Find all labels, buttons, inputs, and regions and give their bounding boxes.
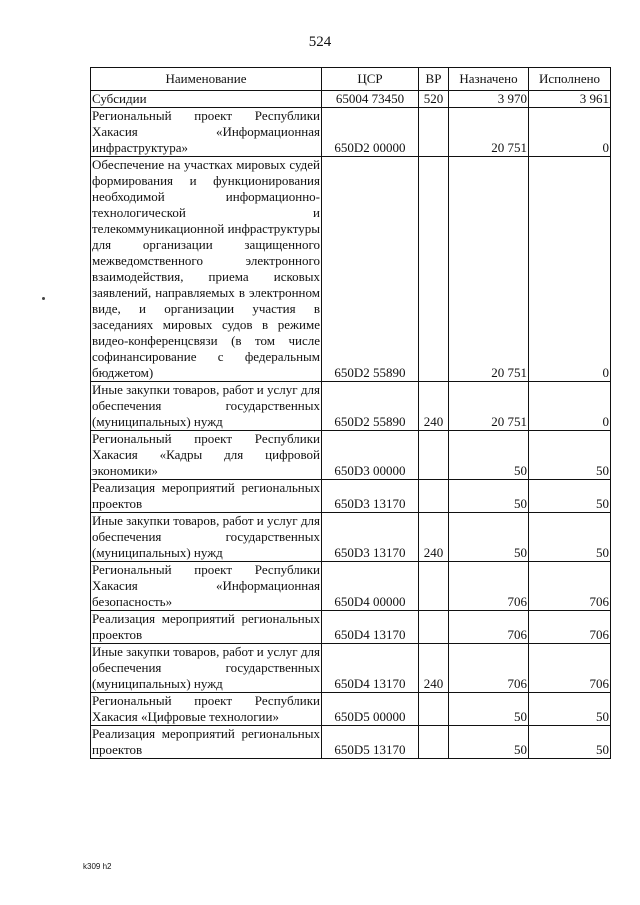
row-csr: 650D2 55890 — [322, 157, 419, 382]
row-csr: 65004 73450 — [322, 91, 419, 108]
row-vr — [419, 480, 449, 513]
row-assigned: 50 — [449, 693, 529, 726]
table-row — [91, 726, 611, 759]
table-row — [91, 91, 611, 108]
row-assigned: 20 751 — [449, 157, 529, 382]
row-executed: 3 961 — [529, 91, 611, 108]
row-executed: 706 — [529, 644, 611, 693]
row-name: Иные закупки товаров, работ и услуг для обеспечения государственных (муниципальных) нужд — [92, 382, 320, 429]
row-vr — [419, 726, 449, 759]
row-vr — [419, 611, 449, 644]
row-name: Субсидии — [91, 91, 322, 108]
table-row — [91, 611, 611, 644]
table-row — [91, 431, 611, 480]
row-assigned: 20 751 — [449, 382, 529, 431]
header-name: Наименование — [91, 68, 322, 91]
row-executed: 50 — [529, 693, 611, 726]
table-row — [91, 513, 611, 562]
row-csr: 650D2 00000 — [322, 108, 419, 157]
table-row — [91, 480, 611, 513]
row-vr — [419, 108, 449, 157]
row-executed: 706 — [529, 611, 611, 644]
footer-code: k309 h2 — [83, 862, 112, 871]
row-name: Региональный проект Республики Хакасия «Кадры для цифровой экономики» — [92, 431, 320, 478]
row-csr: 650D3 13170 — [322, 480, 419, 513]
row-vr: 520 — [419, 91, 449, 108]
row-assigned: 50 — [449, 513, 529, 562]
table-row — [91, 157, 611, 382]
row-executed: 0 — [529, 108, 611, 157]
row-assigned: 706 — [449, 562, 529, 611]
row-vr — [419, 693, 449, 726]
row-name: Обеспечение на участках мировых судей формирования и функционирования необходимой информационно-технологической и телекоммуникационной инфраструктуры для организации защищенного межведомственного электронного взаимодействия, приема исковых заявлений, направляемых в электронном виде, и организации участия в заседаниях мировых судов в режиме видео-конференцсвязи (в том числе софинансирование с федеральным бюджетом) — [92, 157, 320, 380]
row-assigned: 50 — [449, 726, 529, 759]
table-row — [91, 693, 611, 726]
row-executed: 50 — [529, 480, 611, 513]
row-name: Региональный проект Республики Хакасия «Цифровые технологии» — [92, 693, 320, 724]
row-name: Региональный проект Республики Хакасия «Информационная инфраструктура» — [92, 108, 320, 155]
row-executed: 50 — [529, 431, 611, 480]
scan-speck — [42, 297, 45, 300]
row-csr: 650D3 13170 — [322, 513, 419, 562]
table-row — [91, 562, 611, 611]
row-csr: 650D5 00000 — [322, 693, 419, 726]
row-assigned: 50 — [449, 431, 529, 480]
row-name: Реализация мероприятий региональных проектов — [92, 480, 320, 511]
row-executed: 0 — [529, 382, 611, 431]
row-name: Иные закупки товаров, работ и услуг для обеспечения государственных (муниципальных) нужд — [92, 513, 320, 560]
row-csr: 650D5 13170 — [322, 726, 419, 759]
row-csr: 650D4 13170 — [322, 644, 419, 693]
row-assigned: 20 751 — [449, 108, 529, 157]
row-name: Региональный проект Республики Хакасия «Информационная безопасность» — [92, 562, 320, 609]
row-name: Реализация мероприятий региональных проектов — [92, 611, 320, 642]
table-row — [91, 382, 611, 431]
row-vr: 240 — [419, 382, 449, 431]
table-row — [91, 108, 611, 157]
row-vr — [419, 562, 449, 611]
header-csr: ЦСР — [322, 68, 419, 91]
header-assigned: Назначено — [449, 68, 529, 91]
row-csr: 650D3 00000 — [322, 431, 419, 480]
row-name: Иные закупки товаров, работ и услуг для обеспечения государственных (муниципальных) нужд — [92, 644, 320, 691]
row-executed: 0 — [529, 157, 611, 382]
budget-table — [90, 67, 611, 759]
row-assigned: 706 — [449, 611, 529, 644]
page-number: 524 — [308, 34, 332, 50]
header-vr: ВР — [419, 68, 449, 91]
row-assigned: 50 — [449, 480, 529, 513]
row-csr: 650D4 13170 — [322, 611, 419, 644]
row-csr: 650D2 55890 — [322, 382, 419, 431]
row-vr — [419, 431, 449, 480]
row-vr — [419, 157, 449, 382]
row-vr: 240 — [419, 513, 449, 562]
header-executed: Исполнено — [529, 68, 611, 91]
row-executed: 50 — [529, 726, 611, 759]
row-vr: 240 — [419, 644, 449, 693]
row-csr: 650D4 00000 — [322, 562, 419, 611]
row-assigned: 3 970 — [449, 91, 529, 108]
row-executed: 50 — [529, 513, 611, 562]
row-name: Реализация мероприятий региональных проектов — [92, 726, 320, 757]
table-header-row — [91, 68, 611, 91]
row-executed: 706 — [529, 562, 611, 611]
table-row — [91, 644, 611, 693]
row-assigned: 706 — [449, 644, 529, 693]
